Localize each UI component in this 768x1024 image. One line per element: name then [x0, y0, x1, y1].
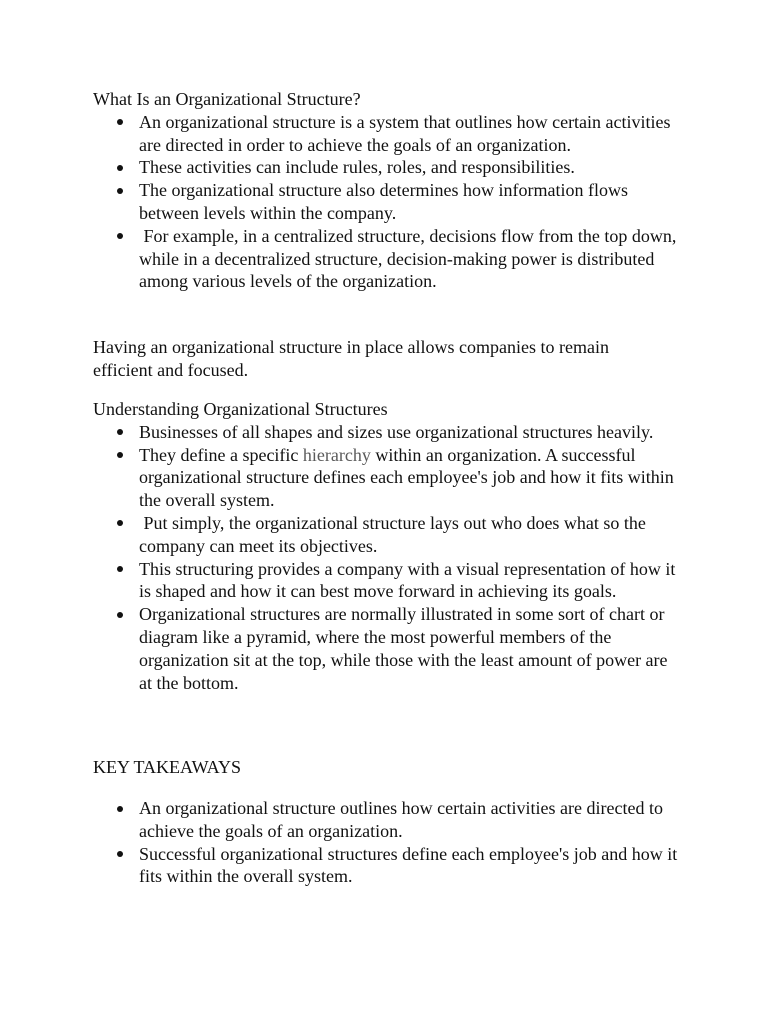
- bullet-icon: [117, 851, 123, 857]
- bullet-icon: [117, 806, 123, 812]
- bullet-list: [93, 111, 693, 293]
- summary-paragraph: Having an organizational structure in place allows companies to remain efficient and focused.: [93, 337, 609, 380]
- section-heading: KEY TAKEAWAYS: [93, 757, 241, 777]
- bullet-icon: [117, 188, 123, 194]
- list-item: Organizational structures are normally illustrated in some sort of chart or diagram like a pyramid, where the most powerful members of the organization sit at the top, while those with the least amount of power are at the bottom.: [93, 603, 684, 694]
- key-takeaways-list-block: [93, 797, 693, 888]
- bullet-icon: [117, 452, 123, 458]
- list-item: Successful organizational structures define each employee's job and how it fits within the overall system.: [93, 843, 684, 889]
- bullet-list: [93, 797, 693, 888]
- section-what-is: [93, 88, 693, 293]
- list-item: The organizational structure also determines how information flows between levels within the company.: [93, 179, 684, 225]
- bullet-icon: [117, 233, 123, 239]
- bullet-icon: [117, 566, 123, 572]
- list-item: These activities can include rules, roles, and responsibilities.: [93, 156, 684, 179]
- list-item: An organizational structure outlines how certain activities are directed to achieve the goals of an organization.: [93, 797, 684, 843]
- bullet-icon: [117, 612, 123, 618]
- section-heading: What Is an Organizational Structure?: [93, 89, 361, 109]
- list-item: For example, in a centralized structure, decisions flow from the top down, while in a decentralized structure, decision-making power is distributed among various levels of the organization.: [93, 225, 684, 293]
- list-item: Businesses of all shapes and sizes use organizational structures heavily.: [93, 421, 684, 444]
- section-understanding: [93, 398, 693, 694]
- section-heading: Understanding Organizational Structures: [93, 399, 388, 419]
- bullet-icon: [117, 429, 123, 435]
- list-item: Put simply, the organizational structure lays out who does what so the company can meet its objectives.: [93, 512, 684, 558]
- bullet-icon: [117, 520, 123, 526]
- list-item: They define a specific hierarchy within an organization. A successful organizational structure defines each employee's job and how it fits within the overall system.: [93, 444, 684, 512]
- bullet-icon: [117, 165, 123, 171]
- section-key-takeaways: [93, 756, 693, 779]
- bullet-list: [93, 421, 693, 695]
- list-item: An organizational structure is a system that outlines how certain activities are directed in order to achieve the goals of an organization.: [93, 111, 684, 157]
- bullet-icon: [117, 119, 123, 125]
- hierarchy-link[interactable]: hierarchy: [302, 444, 371, 465]
- list-item: This structuring provides a company with a visual representation of how it is shaped and how it can best move forward in achieving its goals.: [93, 558, 684, 604]
- summary-paragraph-block: [93, 336, 653, 382]
